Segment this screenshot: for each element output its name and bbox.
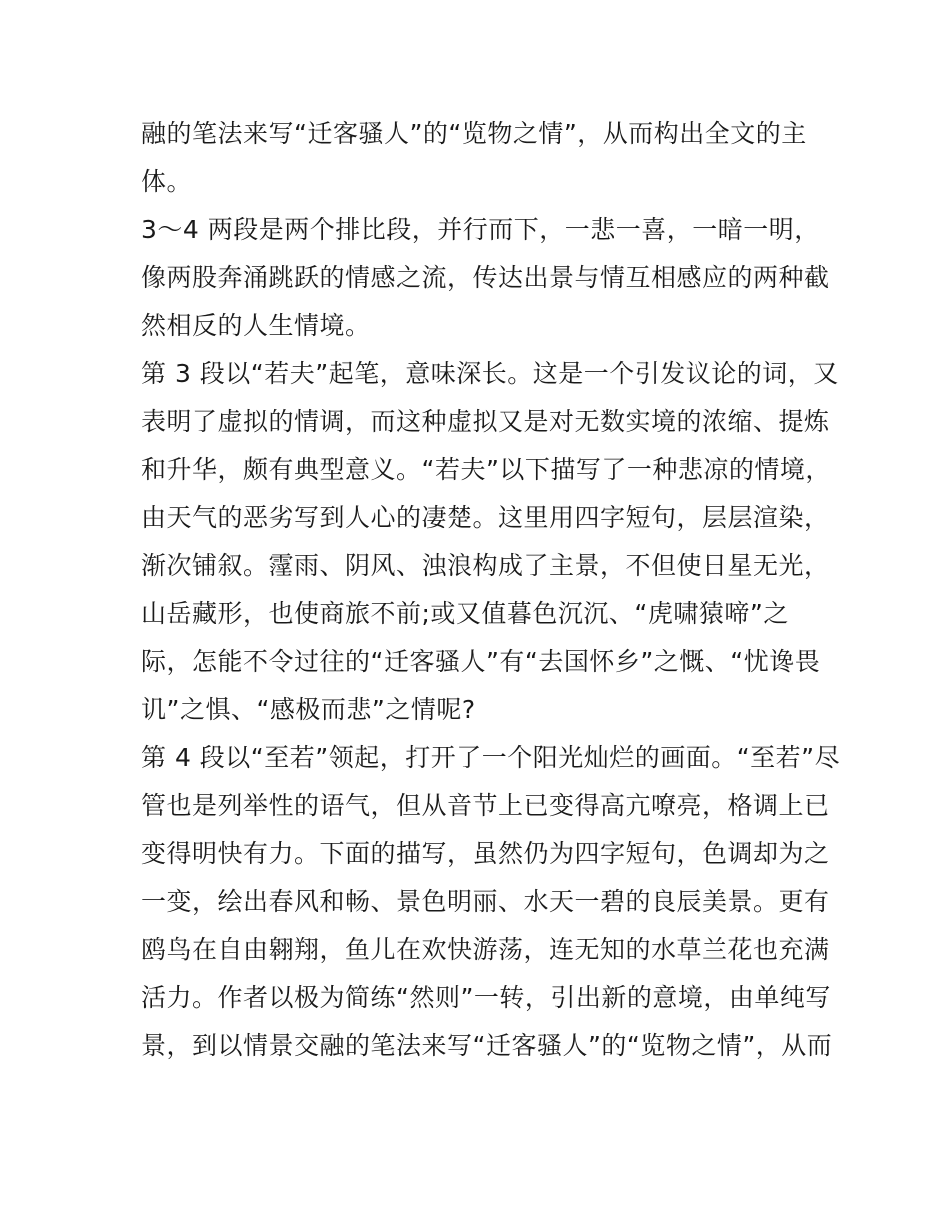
- text-line: 融的笔法来写“迁客骚人”的“览物之情”，从而构出全文的主: [141, 119, 807, 148]
- text-line: 山岳藏形，也使商旅不前;或又值暮色沉沉、“虎啸猿啼”之: [141, 599, 789, 628]
- text-line: 管也是列举性的语气，但从音节上已变得高亢嘹亮，格调上已: [141, 791, 830, 820]
- text-line: 表明了虚拟的情调，而这种虚拟又是对无数实境的浓缩、提炼: [141, 407, 830, 436]
- text-line: 由天气的恶劣写到人心的凄楚。这里用四字短句，层层渲染，: [141, 503, 830, 532]
- text-line: 活力。作者以极为简练“然则”一转，引出新的意境，由单纯写: [141, 983, 831, 1012]
- body-text: [141, 110, 841, 1070]
- text-line: 然相反的人生情境。: [141, 311, 371, 340]
- text-line: 讥”之惧、“感极而悲”之情呢?: [141, 695, 476, 724]
- text-line: 鸥鸟在自由翱翔，鱼儿在欢快游荡，连无知的水草兰花也充满: [141, 935, 830, 964]
- text-line: 3～4 两段是两个排比段，并行而下，一悲一喜，一暗一明，: [141, 215, 820, 244]
- text-line: 第 3 段以“若夫”起笔，意味深长。这是一个引发议论的词，又: [141, 359, 839, 388]
- text-line: 渐次铺叙。霪雨、阴风、浊浪构成了主景，不但使日星无光，: [141, 551, 830, 580]
- text-line: 变得明快有力。下面的描写，虽然仍为四字短句，色调却为之: [141, 839, 830, 868]
- text-line: 像两股奔涌跳跃的情感之流，传达出景与情互相感应的两种截: [141, 263, 830, 292]
- text-line: 第 4 段以“至若”领起，打开了一个阳光灿烂的画面。“至若”尽: [141, 743, 841, 772]
- text-line: 一变，绘出春风和畅、景色明丽、水天一碧的良辰美景。更有: [141, 887, 830, 916]
- text-line: 际，怎能不令过往的“迁客骚人”有“去国怀乡”之慨、“忧谗畏: [141, 647, 821, 676]
- text-line: 和升华，颇有典型意义。“若夫”以下描写了一种悲凉的情境，: [141, 455, 831, 484]
- text-line: 体。: [141, 167, 193, 196]
- text-line: 景，到以情景交融的笔法来写“迁客骚人”的“览物之情”，从而: [141, 1031, 833, 1060]
